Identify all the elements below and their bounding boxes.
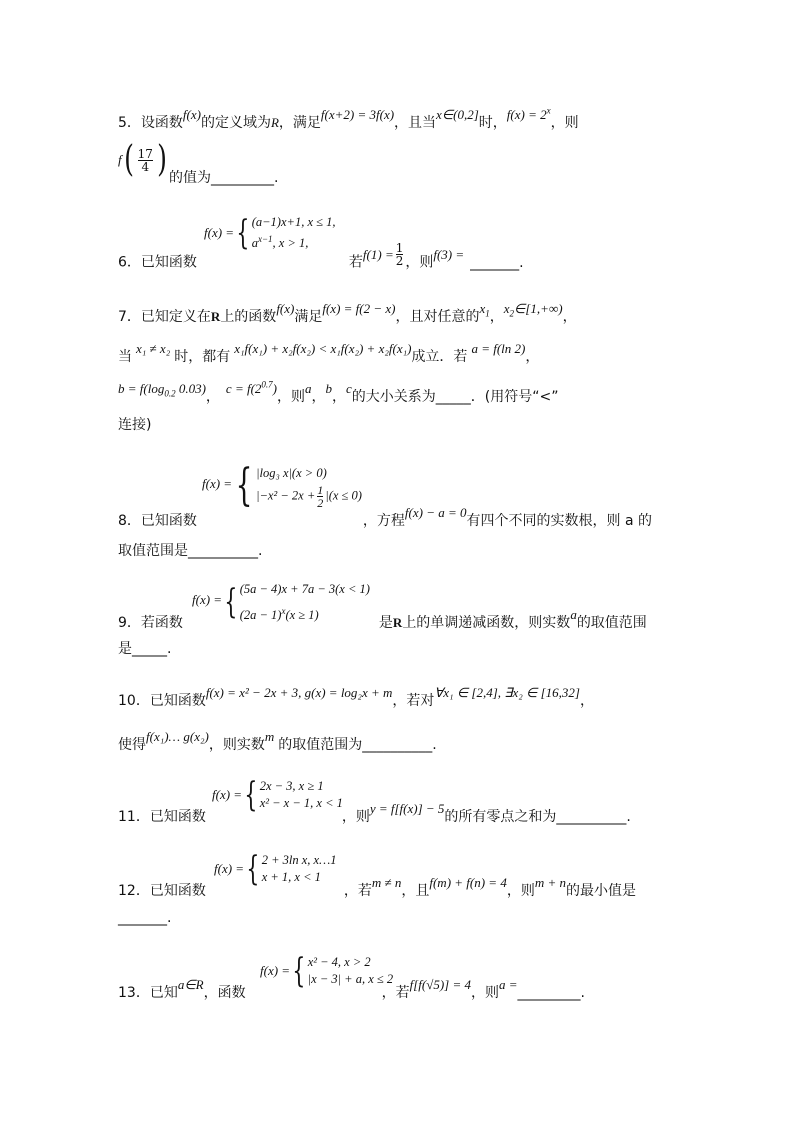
fraction-1-over-2: $\frac{1}{2}$ (395, 241, 404, 268)
problem-12-cases: f(x) ={ 2 + 3ln x, x…1 x + 1, x < 1 (214, 849, 337, 889)
problem-7-line-2: 当x₁ ≠ x₂时，都有x₁f(x₁) + x₂f(x₂) < x₁f(x₂) + x₂f(x₁)成立．若a = f(ln 2)， (118, 341, 540, 365)
answer-blank: __________. (188, 543, 263, 559)
problem-10-line-2: 使得f(x₁)… g(x₂)，则实数m的取值范围为__________. (118, 729, 437, 753)
piecewise-cases: 2 + 3ln x, x…1 x + 1, x < 1 (261, 853, 337, 884)
problem-8-line-2: 取值范围是__________. (118, 543, 263, 559)
problem-9-cases: f(x) ={ (5a − 4)x + 7a − 3(x < 1) $(2a - 1)^x(x \ge 1)$ (118, 578, 370, 626)
problem-6-line-1: f(x) ={ (a−1)x+1, x ≤ 1, $a^{x-1}$, x > 1, (204, 213, 336, 254)
problem-7-line-3: $b = f(\log_{0.2}$ 0.03)，$c = f(2^{0.7})$，则a，b，c的大小关系为_____．(用符号“<” (118, 379, 559, 405)
piecewise-cases: (a−1)x+1, x ≤ 1, $a^{x-1}$, x > 1, (251, 215, 336, 251)
fraction-17-over-4: $\frac{17}{4}$ (137, 146, 153, 174)
answer-blank: _________. (211, 170, 279, 186)
piecewise-cases: (5a − 4)x + 7a − 3(x < 1) $(2a - 1)^x(x \ge 1)$ (239, 582, 370, 623)
answer-blank: _______. (470, 254, 524, 271)
fraction-1-over-2: $\frac{1}{2}$ (317, 483, 324, 510)
problem-8-line-1: 8．已知函数 ，方程f(x) − a = 0有四个不同的实数根，则 a 的 (118, 505, 652, 529)
problem-7-line-4: 连接) (118, 417, 152, 433)
piecewise-cases: |log₃ x|(x > 0) |−x² − 2x + $\frac{1}{2}$ |(x ≤ 0) (256, 466, 362, 510)
problem-9-line-2: 是_____. (118, 641, 172, 657)
problem-10-line-1: 10．已知函数f(x) = x² − 2x + 3, g(x) = log₂x + m，若对∀x₁ ∈ [2,4], ∃x₂ ∈ [16,32]， (118, 685, 594, 709)
answer-blank: _________. (517, 985, 585, 1001)
problem-11-line-1: 11．已知函数 ，则y = f[f(x)] − 5的所有零点之和为__________. (118, 801, 631, 825)
problem-6-line-2: 6．已知函数 若f(1) = $\frac{1}{2}$ ，则f(3) =_______. (118, 241, 524, 271)
piecewise-cases: 2x − 3, x ≥ 1 x² − x − 1, x < 1 (259, 779, 343, 810)
answer-blank: _____. (132, 641, 172, 657)
piecewise-cases: x² − 4, x > 2 |x − 3| + a, x ≤ 2 (307, 955, 394, 986)
problem-9-line-1: 9．若函数 是R上的单调递减函数，则实数a的取值范围 (118, 607, 647, 631)
answer-blank: __________. (556, 809, 631, 825)
problem-13-line-1: 13．已知a∈R，函数 ，若f[f(√5)] = 4，则a =_________. (118, 977, 585, 1001)
problem-5-line-2: f( $\frac{17}{4}$ ) 的值为_________. (118, 139, 279, 186)
problem-8-cases: f(x) ={ |log₃ x|(x > 0) |−x² − 2x + $\frac{1}{2}$ |(x ≤ 0) (202, 459, 362, 511)
answer-blank: _____ (435, 389, 471, 405)
problem-12-line-1: 12．已知函数 ，若m ≠ n，且f(m) + f(n) = 4，则m + n的最小值是 (118, 875, 637, 899)
problem-12-line-2 (118, 910, 171, 926)
problem-13-cases: f(x) ={ x² − 4, x > 2 |x − 3| + a, x ≤ 2 (260, 951, 394, 991)
answer-blank: _______. (118, 910, 172, 926)
problem-11-cases: f(x) ={ 2x − 3, x ≥ 1 x² − x − 1, x < 1 (212, 775, 343, 815)
answer-blank: __________. (362, 737, 437, 753)
problem-7-line-1: 7．已知定义在R上的函数f(x)满足f(x) = f(2 − x)，且对任意的$x_1$，$x_2\in[1,+\infty)$， (118, 301, 577, 325)
problem-5-line-1: 5．设函数f(x)的定义域为R，满足f(x+2) = 3f(x)，且当x∈(0,2]时，$f(x) = 2^x$，则 (118, 105, 579, 131)
